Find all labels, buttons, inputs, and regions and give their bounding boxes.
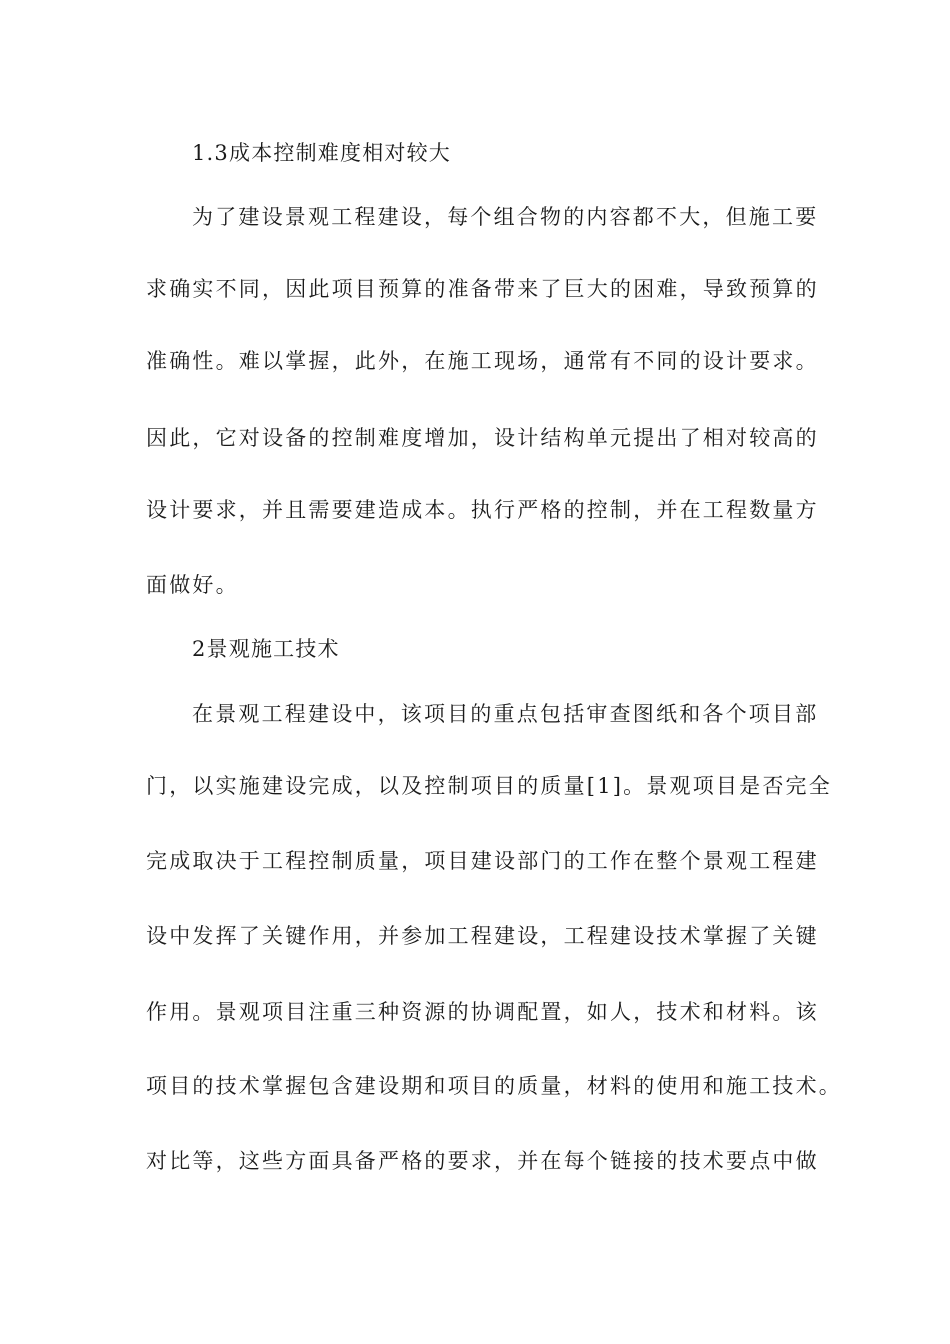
paragraph-line: 为了建设景观工程建设，每个组合物的内容都不大，但施工要 (192, 205, 819, 229)
paragraph-line: 设中发挥了关键作用，并参加工程建设，工程建设技术掌握了关键 (146, 924, 819, 948)
paragraph-line: 在景观工程建设中，该项目的重点包括审查图纸和各个项目部 (192, 702, 819, 726)
paragraph-line: 对比等，这些方面具备严格的要求，并在每个链接的技术要点中做 (146, 1149, 819, 1173)
paragraph-line: 因此，它对设备的控制难度增加，设计结构单元提出了相对较高的 (146, 426, 819, 450)
paragraph-line: 作用。景观项目注重三种资源的协调配置，如人，技术和材料。该 (146, 1000, 819, 1024)
paragraph-line: 完成取决于工程控制质量，项目建设部门的工作在整个景观工程建 (146, 849, 819, 873)
paragraph-line: 面做好。 (146, 573, 239, 597)
section-heading-2: 2景观施工技术 (192, 637, 340, 661)
paragraph-line: 门，以实施建设完成，以及控制项目的质量[1]。景观项目是否完全 (146, 774, 832, 798)
paragraph-line: 求确实不同，因此项目预算的准备带来了巨大的困难，导致预算的 (146, 277, 819, 301)
section-heading-1-3: 1.3成本控制难度相对较大 (192, 141, 451, 165)
paragraph-line: 准确性。难以掌握，此外，在施工现场，通常有不同的设计要求。 (146, 349, 819, 373)
paragraph-line: 项目的技术掌握包含建设期和项目的质量，材料的使用和施工技术。 (146, 1074, 842, 1098)
paragraph-line: 设计要求，并且需要建造成本。执行严格的控制，并在工程数量方 (146, 498, 819, 522)
